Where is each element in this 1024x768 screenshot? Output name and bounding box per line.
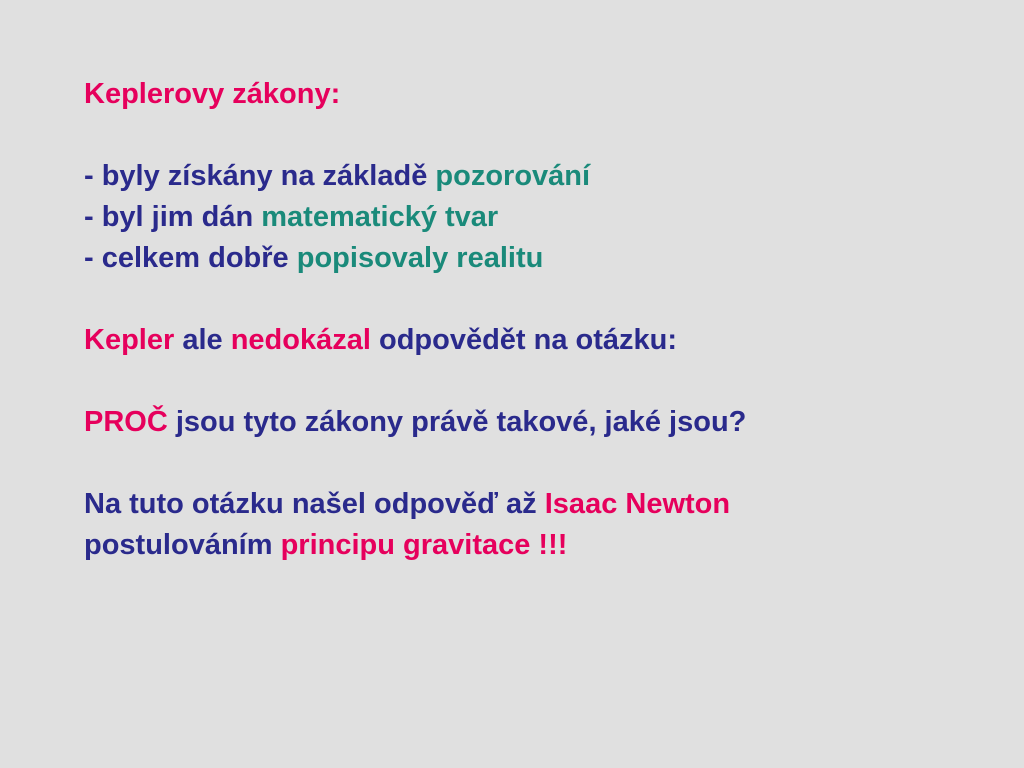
slide-heading <box>84 74 964 115</box>
slide-heading-text: Keplerovy zákony: <box>84 78 341 110</box>
why-line-rest: jsou tyto zákony právě takové, jaké jsou? <box>167 406 747 438</box>
slide-content <box>84 74 964 566</box>
answer-line-1 <box>84 484 964 525</box>
spacer-2 <box>84 279 964 320</box>
bullet-3-highlight: popisovaly realitu <box>296 242 544 274</box>
why-line-emphasis: PROČ <box>84 406 168 438</box>
question-line-emphasis: nedokázal <box>230 324 371 356</box>
answer-line-2 <box>84 525 964 566</box>
bullet-3-prefix: - celkem dobře <box>84 242 297 274</box>
spacer-1 <box>84 115 964 156</box>
bullet-1-prefix: - byly získány na základě <box>84 160 436 192</box>
bullet-item-2 <box>84 197 964 238</box>
answer-line-1-name: Isaac Newton <box>544 488 731 520</box>
bullet-item-3 <box>84 238 964 279</box>
question-line-subject: Kepler <box>84 324 175 356</box>
bullet-2-highlight: matematický tvar <box>261 201 499 233</box>
question-line-connector: ale <box>174 324 231 356</box>
answer-line-2-emphasis: principu gravitace !!! <box>280 529 568 561</box>
bullet-item-1 <box>84 156 964 197</box>
answer-line-1-prefix: Na tuto otázku našel odpověď až <box>84 488 545 520</box>
spacer-4 <box>84 443 964 484</box>
why-line <box>84 402 964 443</box>
bullet-2-prefix: - byl jim dán <box>84 201 262 233</box>
answer-line-2-prefix: postulováním <box>84 529 281 561</box>
spacer-3 <box>84 361 964 402</box>
bullet-1-highlight: pozorování <box>435 160 591 192</box>
question-line-rest: odpovědět na otázku: <box>370 324 678 356</box>
question-line <box>84 320 964 361</box>
